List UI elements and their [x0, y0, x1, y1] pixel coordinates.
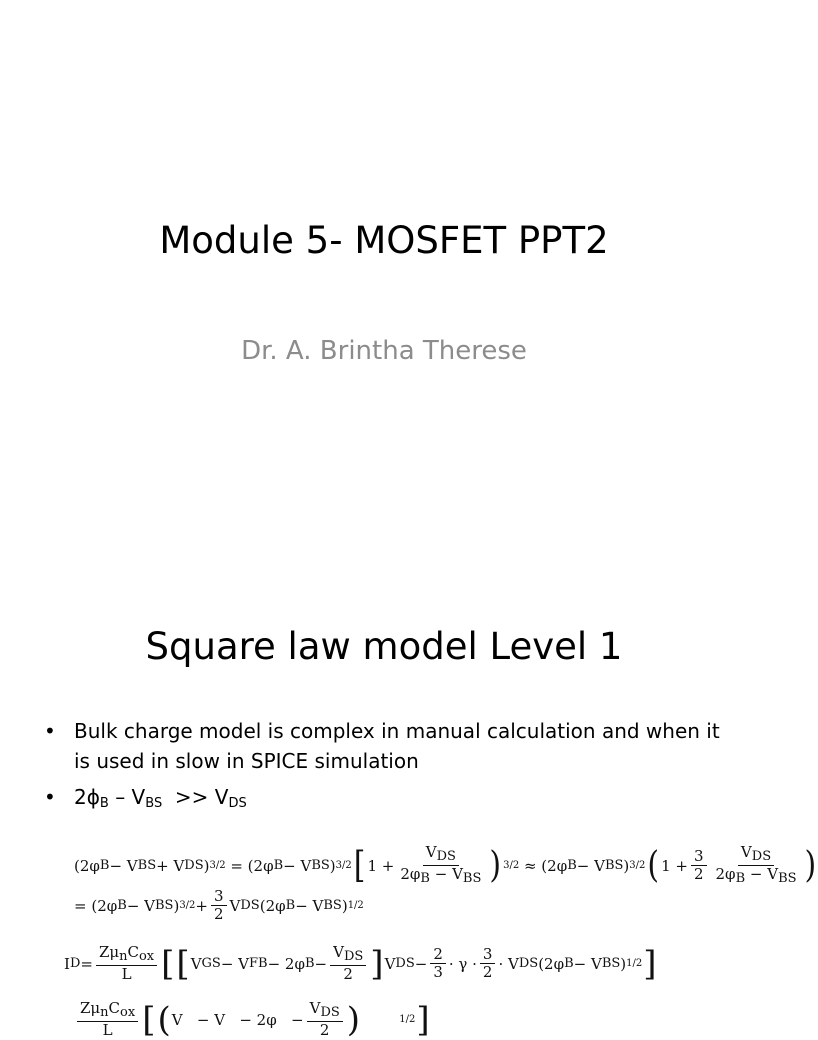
bullet-icon: • — [44, 719, 56, 743]
bullet-icon: • — [44, 785, 56, 809]
equation-image: $\frac{Z\mu_nC_{ox}}{L}$ [ ( V − V − 2φ − $\frac{V_{DS}}{2}$ ) 1/2 ] — [74, 1000, 431, 1039]
bullet-item — [44, 782, 734, 819]
slide-title: Square law model Level 1 — [145, 625, 623, 668]
equation-image: (2φ B − V BS + V DS ) 3/2 = (2φ B − V BS ) 3/2 [ 1 + $\frac{V_{DS}}{2\varphi_B - V_{BS}}$ ) 3/2 ≈ (2φ B − V BS ) 3/2 ( 1 + $\frac{3}{2}$ $\frac{V_{DS}}{2\varphi_B - V_{BS}}$ ) — [74, 843, 817, 886]
slide-title: Module 5- MOSFET PPT2 — [159, 219, 609, 262]
slide-2 — [0, 576, 817, 1040]
bullet-text: Bulk charge model is complex in manual calculation and when it is used in slow in SPICE simulation — [74, 719, 720, 773]
bullet-text: $2\phi_B - V_{BS} >> V_{DS}$ — [74, 785, 247, 811]
slide-subtitle: Dr. A. Brintha Therese — [241, 336, 527, 366]
bullet-item — [44, 716, 734, 776]
equation-image: I D = $\frac{Z\mu_nC_{ox}}{L}$ [ [ V GS − V FB − 2φ B − $\frac{V_{DS}}{2}$ ] V DS − $\frac{2}{3}$ · γ · $\frac{3}{2}$ · V DS (2φ B − V BS ) 1/2 ] — [64, 943, 657, 984]
bullet-list — [44, 716, 734, 825]
equation-image: = (2φ B − V BS ) 3/2 + $\frac{3}{2}$ V DS (2φ B − V BS ) 1/2 — [74, 887, 364, 923]
